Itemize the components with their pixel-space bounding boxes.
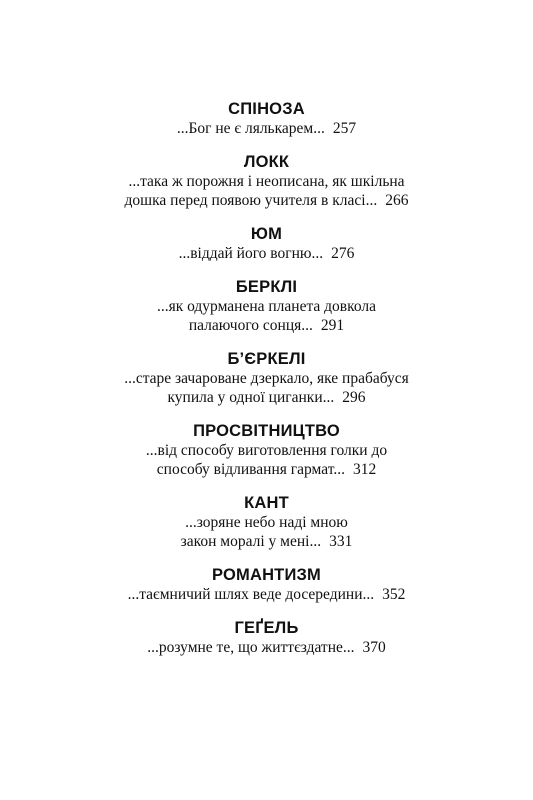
epigraph-text: ...віддай його вогню...: [178, 245, 324, 262]
toc-entry: [0, 618, 533, 657]
epigraph-line: [0, 119, 533, 138]
epigraph-line: [0, 244, 533, 263]
table-of-contents: [0, 99, 533, 671]
epigraph-line: [0, 513, 533, 532]
toc-entry: [0, 565, 533, 604]
epigraph-text: ...така ж порожня і неописана, як шкільна: [128, 173, 405, 190]
epigraph-text: ...як одурманена планета довкола: [156, 298, 377, 315]
page-number: 276: [331, 245, 355, 262]
epigraph-line: [0, 388, 533, 407]
page-number: 370: [362, 639, 386, 656]
epigraph-text: палаючого сонця...: [188, 317, 313, 334]
chapter-title: РОМАНТИЗМ: [211, 566, 322, 584]
toc-entry: [0, 421, 533, 479]
toc-entry: [0, 152, 533, 210]
epigraph-line: [0, 532, 533, 551]
epigraph-text: дошка перед появою учителя в класі...: [124, 192, 378, 209]
page-number: 296: [342, 389, 366, 406]
page-number: 331: [329, 533, 353, 550]
epigraph-line: [0, 638, 533, 657]
toc-entry: [0, 349, 533, 407]
epigraph-text: ...зоряне небо наді мною: [185, 514, 348, 531]
page-number: 266: [385, 192, 409, 209]
epigraph-text: ...таємничий шлях веде досередини...: [127, 586, 375, 603]
epigraph-text: закон моралі у мені...: [180, 533, 322, 550]
epigraph-line: [0, 297, 533, 316]
chapter-title: СПІНОЗА: [228, 100, 305, 118]
toc-entry: [0, 493, 533, 551]
epigraph-text: ...старе зачароване дзеркало, яке прабабуся: [124, 370, 409, 387]
chapter-title: Б’ЄРКЕЛІ: [227, 350, 306, 368]
epigraph-text: ...Бог не є лялькарем...: [176, 120, 325, 137]
epigraph-text: способу відливання гармат...: [156, 461, 345, 478]
page-number: 257: [332, 120, 357, 137]
epigraph-line: [0, 585, 533, 604]
page-number: 291: [320, 317, 345, 334]
page-number: 352: [382, 586, 406, 603]
epigraph-line: [0, 191, 533, 210]
epigraph-line: [0, 316, 533, 335]
toc-entry: [0, 99, 533, 138]
chapter-title: ЛОКК: [243, 153, 290, 171]
epigraph-line: [0, 369, 533, 388]
epigraph-line: [0, 460, 533, 479]
toc-entry: [0, 224, 533, 263]
chapter-title: ПРОСВІТНИЦТВО: [193, 422, 340, 440]
toc-entry: [0, 277, 533, 335]
epigraph-line: [0, 172, 533, 191]
chapter-title: ГЕҐЕЛЬ: [234, 619, 299, 637]
page-number: 312: [352, 461, 377, 478]
epigraph-text: ...розумне те, що життєздатне...: [147, 639, 355, 656]
chapter-title: ЮМ: [250, 225, 283, 243]
chapter-title: БЕРКЛІ: [235, 278, 298, 296]
chapter-title: КАНТ: [244, 494, 289, 512]
epigraph-line: [0, 441, 533, 460]
epigraph-text: купила у одної циганки...: [167, 389, 335, 406]
epigraph-text: ...від способу виготовлення голки до: [145, 442, 388, 459]
